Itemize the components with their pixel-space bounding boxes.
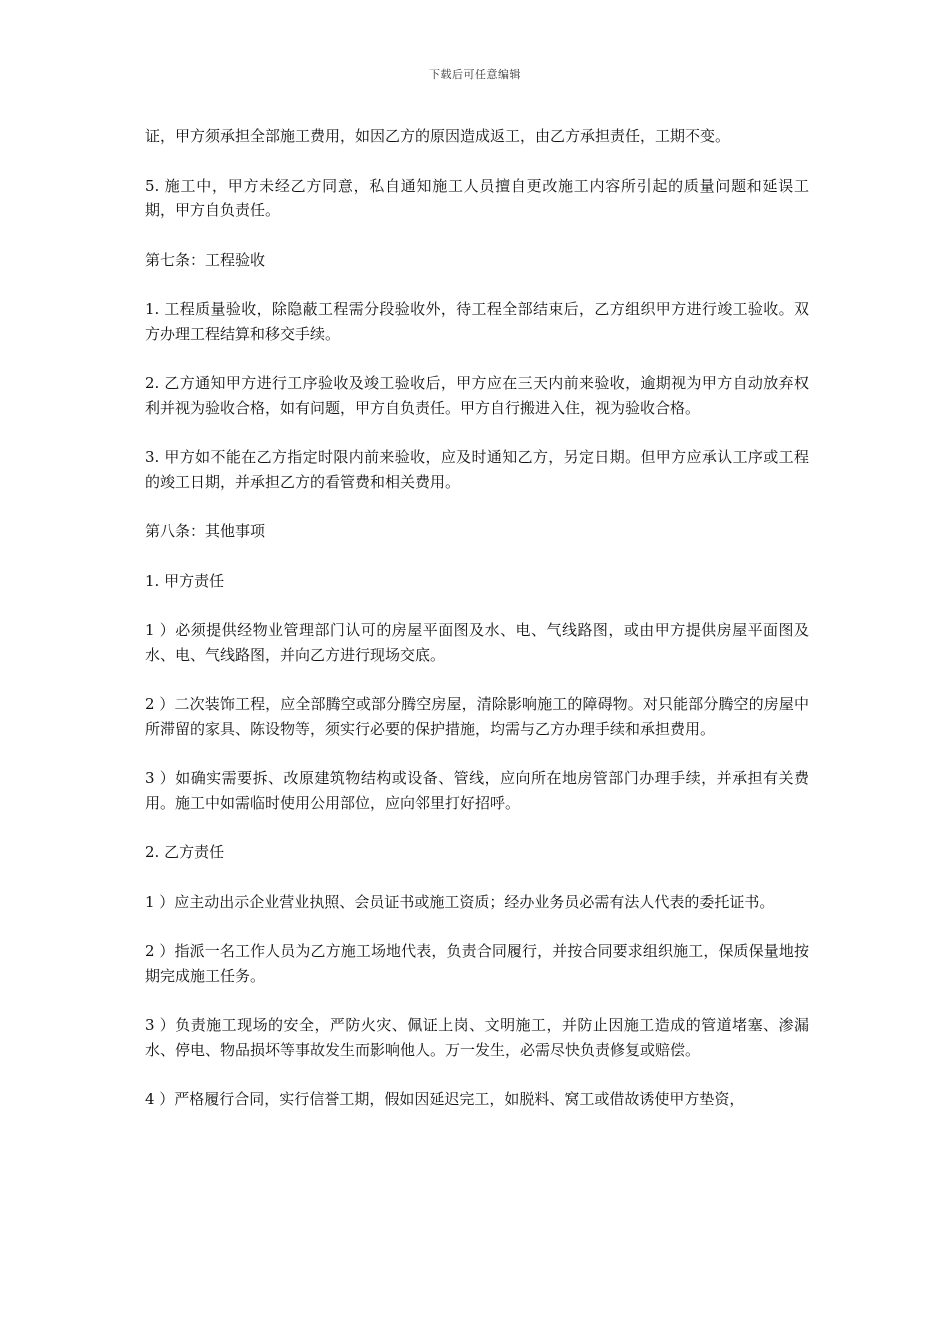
paragraph-party-a-item-3: 3 ）如确实需要拆、改原建筑物结构或设备、管线，应向所在地房管部门办理手续，并承担有关费用。施工中如需临时使用公用部位，应向邻里打好招呼。	[145, 769, 809, 812]
paragraph-party-b-item-3: 3 ）负责施工现场的安全，严防火灾、佩证上岗、文明施工，并防止因施工造成的管道堵塞、渗漏水、停电、物品损坏等事故发生而影响他人。万一发生，必需尽快负责修复或赔偿。	[145, 1016, 809, 1059]
paragraph-acceptance-1: 1. 工程质量验收，除隐蔽工程需分段验收外，待工程全部结束后，乙方组织甲方进行竣工验收。双方办理工程结算和移交手续。	[145, 300, 809, 343]
paragraph-clause-5: 5. 施工中，甲方未经乙方同意，私自通知施工人员擅自更改施工内容所引起的质量问题和延误工期，甲方自负责任。	[145, 176, 809, 219]
paragraph-acceptance-2: 2. 乙方通知甲方进行工序验收及竣工验收后，甲方应在三天内前来验收，逾期视为甲方自动放弃权利并视为验收合格，如有问题，甲方自负责任。甲方自行搬进入住，视为验收合格。	[145, 374, 809, 417]
page-header: 下载后可任意编辑	[429, 68, 521, 81]
paragraph-party-b-item-2: 2 ）指派一名工作人员为乙方施工场地代表，负责合同履行，并按合同要求组织施工，保质保量地按期完成施工任务。	[145, 942, 809, 985]
paragraph-party-a-item-2: 2 ）二次装饰工程，应全部腾空或部分腾空房屋，清除影响施工的障碍物。对只能部分腾空的房屋中所滞留的家具、陈设物等，须实行必要的保护措施，均需与乙方办理手续和承担费用。	[145, 695, 809, 738]
paragraph-continuation: 证，甲方须承担全部施工费用，如因乙方的原因造成返工，由乙方承担责任，工期不变。	[145, 127, 731, 145]
section-heading-article-7: 第七条：工程验收	[145, 250, 266, 269]
document-body	[145, 124, 809, 1137]
paragraph-party-b-item-1: 1 ）应主动出示企业营业执照、会员证书或施工资质；经办业务员必需有法人代表的委托证书。	[145, 892, 775, 911]
paragraph-party-a-item-1: 1 ）必须提供经物业管理部门认可的房屋平面图及水、电、气线路图，或由甲方提供房屋平面图及水、电、气线路图，并向乙方进行现场交底。	[145, 621, 809, 664]
paragraph-acceptance-3: 3. 甲方如不能在乙方指定时限内前来验收，应及时通知乙方，另定日期。但甲方应承认工序或工程的竣工日期，并承担乙方的看管费和相关费用。	[145, 448, 809, 491]
section-heading-article-8: 第八条：其他事项	[145, 522, 266, 540]
paragraph-party-b-item-4: 4 ）严格履行合同，实行信誉工期，假如因延迟完工，如脱料、窝工或借故诱使甲方垫资，	[145, 1090, 745, 1108]
subheading-party-a-duties: 1. 甲方责任	[145, 571, 225, 590]
subheading-party-b-duties: 2. 乙方责任	[145, 843, 225, 861]
